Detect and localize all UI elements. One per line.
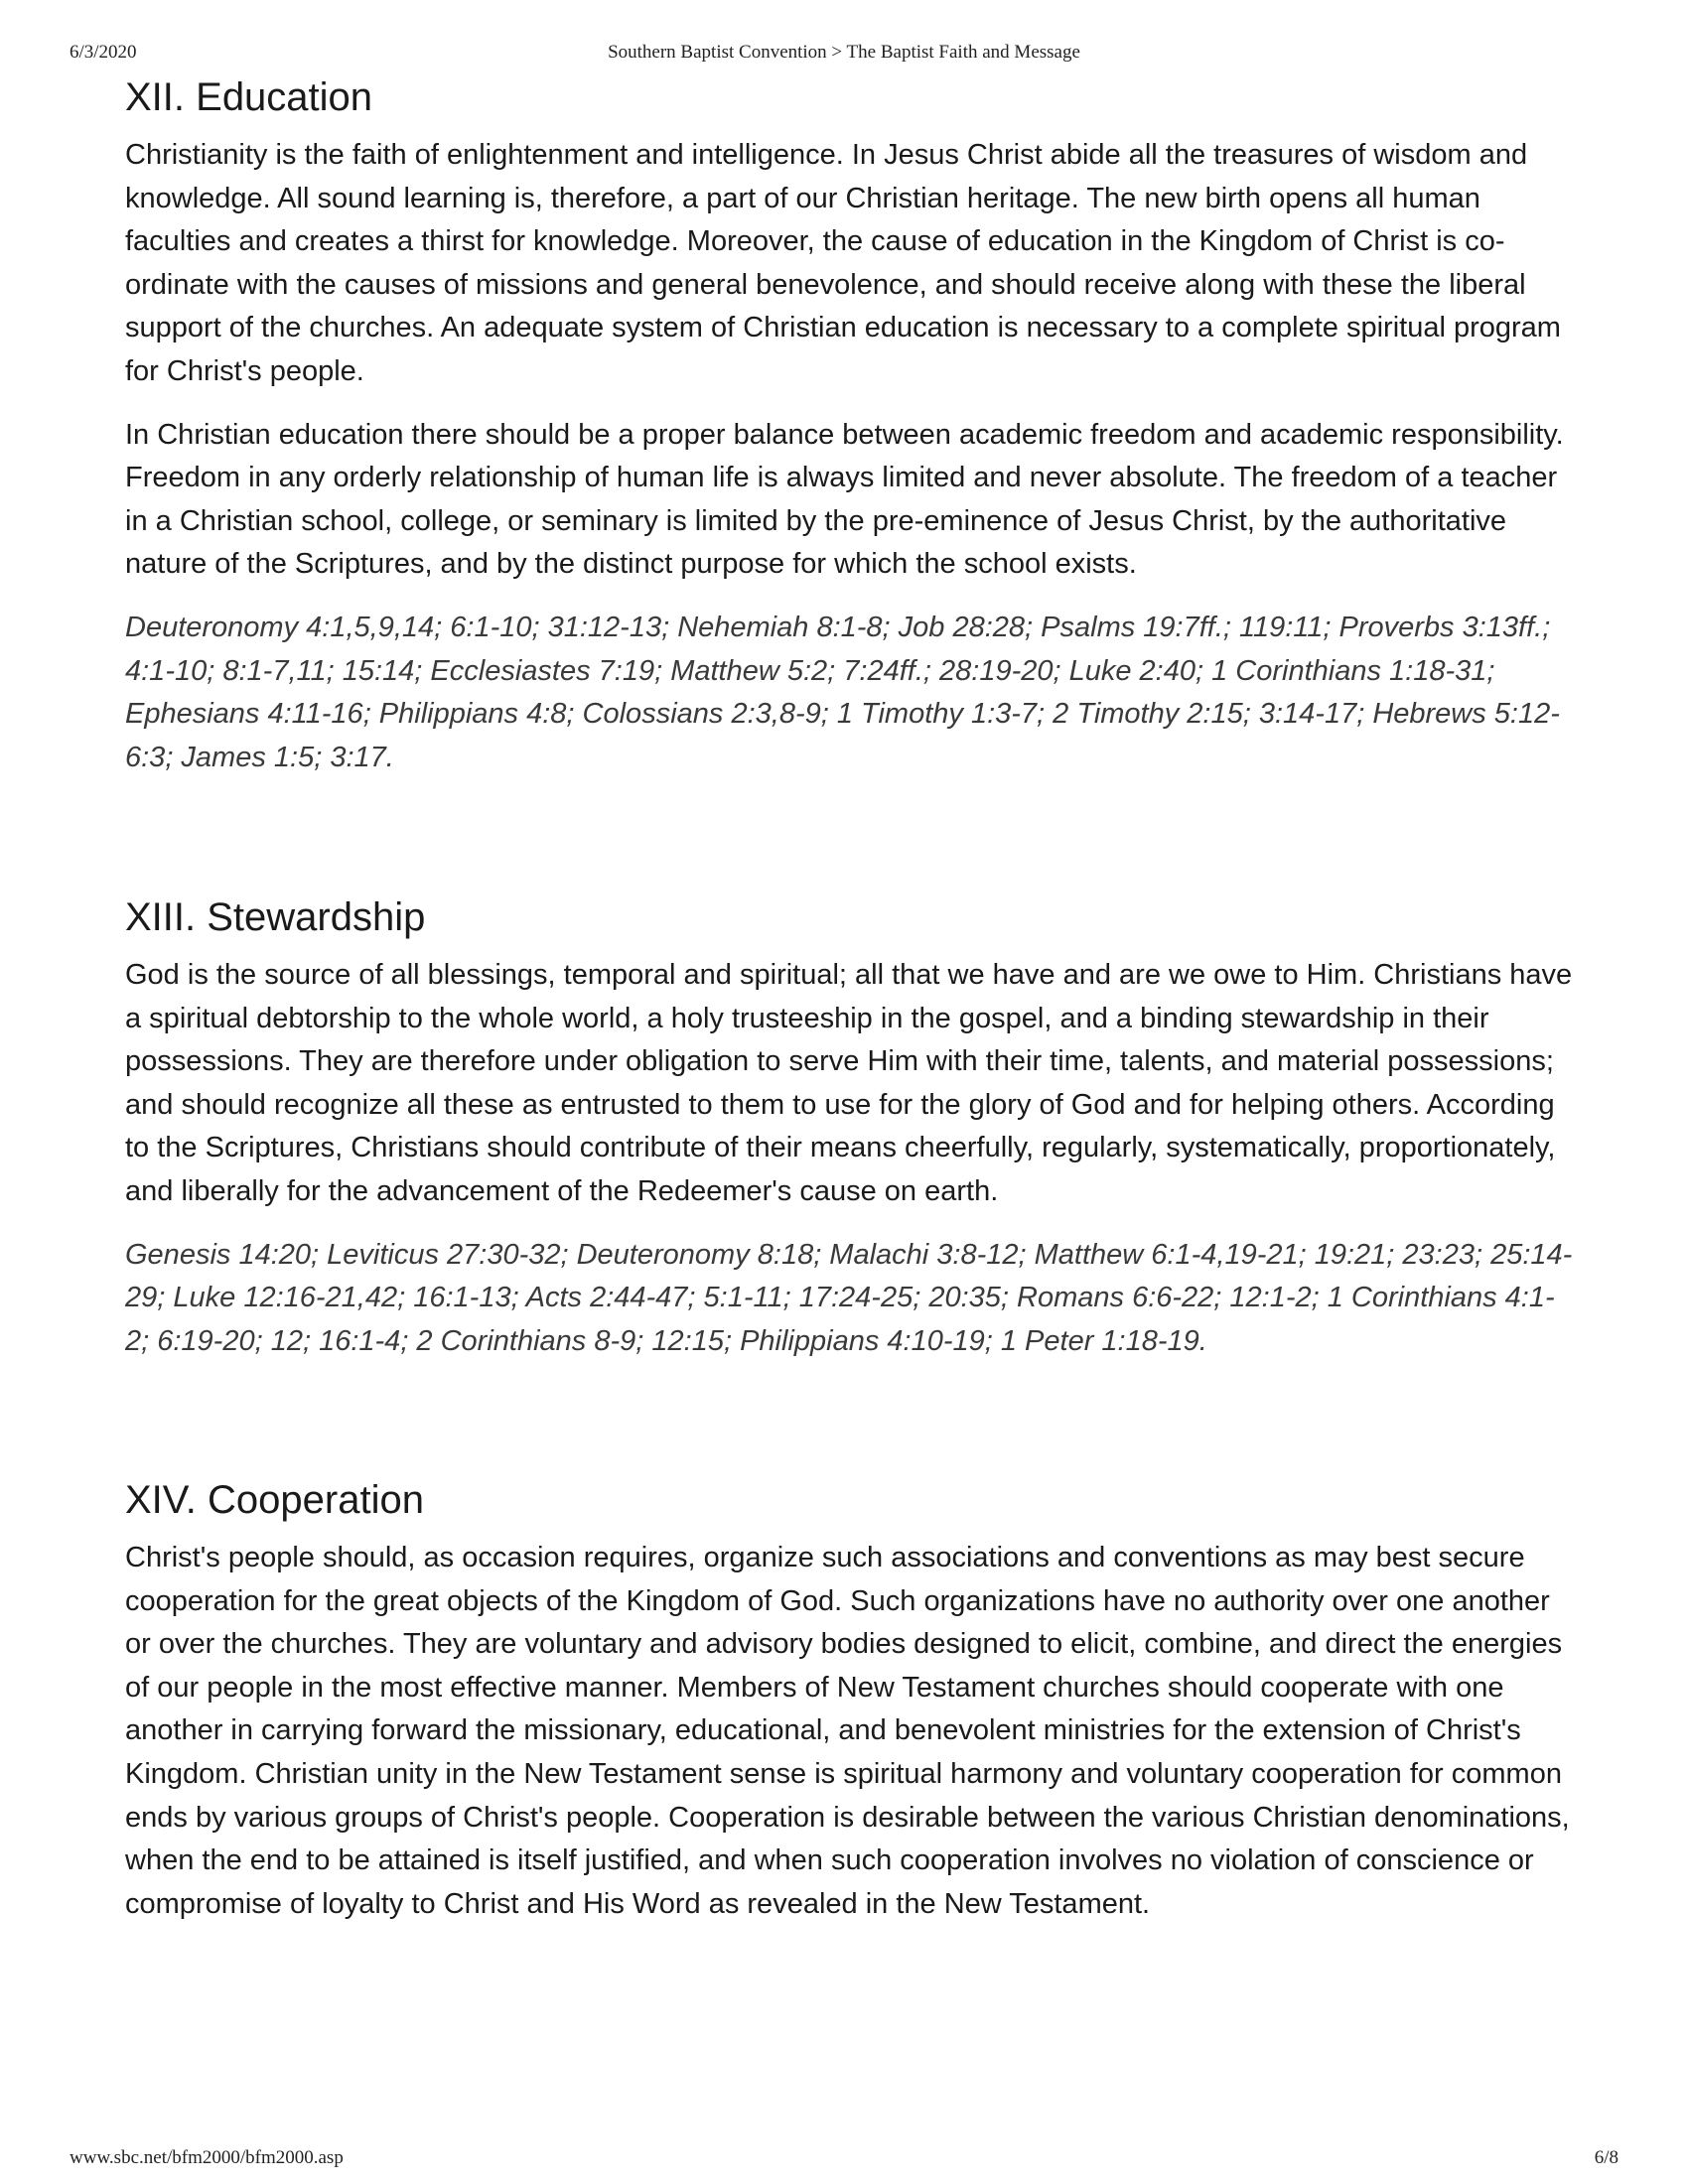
section-paragraph: In Christian education there should be a proper balance between academic freedom and academic responsibility. Freedom in any orderly relationship of human life is always limited and never absolute. The freedom of a teacher in a Christian school, college, or seminary is limited by the pre-eminence of Jesus Christ, by the authoritative nature of the Scriptures, and by the distinct purpose for which the school exists.: [125, 418, 1564, 581]
print-footer: [70, 2147, 1618, 2173]
section-paragraph: Christ's people should, as occasion requires, organize such associations and conventions as may best secure cooperation for the great objects of the Kingdom of God. Such organizations have no authority over one another or over the churches. They are voluntary and advisory bodies designed to elicit, combine, and direct the energies of our people in the most effective manner. Members of New Testament churches should cooperate with one another in carrying forward the missionary, educational, and benevolent ministries for the extension of Christ's Kingdom. Christian unity in the New Testament sense is spiritual harmony and voluntary cooperation for common ends by various groups of Christ's people. Cooperation is desirable between the various Christian denominations, when the end to be attained is itself justified, and when such cooperation involves no violation of conscience or compromise of loyalty to Christ and His Word as revealed in the New Testament.: [125, 1542, 1570, 1920]
section-paragraph: God is the source of all blessings, temporal and spiritual; all that we have and are we owe to Him. Christians have a spiritual debtorship to the whole world, a holy trusteeship in the gospel, and a binding stewardship in their possessions. They are therefore under obligation to serve Him with their time, talents, and material possessions; and should recognize all these as entrusted to them to use for the glory of God and for helping others. According to the Scriptures, Christians should contribute of their means cheerfully, regularly, systematically, proportionately, and liberally for the advancement of the Redeemer's cause on earth.: [125, 959, 1573, 1207]
section-cooperation: [125, 1476, 1575, 1926]
print-header: [70, 42, 1618, 68]
section-education: [125, 73, 1575, 779]
section-paragraph: Christianity is the faith of enlightenment and intelligence. In Jesus Christ abide all the treasures of wisdom and knowledge. All sound learning is, therefore, a part of our Christian heritage. The new birth opens all human faculties and creates a thirst for knowledge. Moreover, the cause of education in the Kingdom of Christ is co-ordinate with the causes of missions and general benevolence, and should receive along with these the liberal support of the churches. An adequate system of Christian education is necessary to a complete spiritual program for Christ's people.: [125, 139, 1561, 387]
page-url: www.sbc.net/bfm2000/bfm2000.asp: [70, 2147, 344, 2168]
scripture-references: Deuteronomy 4:1,5,9,14; 6:1-10; 31:12-13; Nehemiah 8:1-8; Job 28:28; Psalms 19:7ff.; 119:11; Proverbs 3:13ff.; 4:1-10; 8:1-7,11; 15:14; Ecclesiastes 7:19; Matthew 5:2; 7:24ff.; 28:19-20; Luke 2:40; 1 Corinthians 1:18-31; Ephesians 4:11-16; Philippians 4:8; Colossians 2:3,8-9; 1 Timothy 1:3-7; 2 Timothy 2:15; 3:14-17; Hebrews 5:12-6:3; James 1:5; 3:17.: [125, 611, 1560, 773]
print-page-title: Southern Baptist Convention > The Baptist Faith and Message: [608, 42, 1080, 63]
section-heading: XIII. Stewardship: [125, 895, 426, 939]
section-heading: XII. Education: [125, 75, 373, 119]
page-number: 6/8: [1594, 2147, 1618, 2168]
section-heading: XIV. Cooperation: [125, 1478, 424, 1522]
scripture-references: Genesis 14:20; Leviticus 27:30-32; Deuteronomy 8:18; Malachi 3:8-12; Matthew 6:1-4,19-21; 19:21; 23:23; 25:14-29; Luke 12:16-21,42; 16:1-13; Acts 2:44-47; 5:1-11; 17:24-25; 20:35; Romans 6:6-22; 12:1-2; 1 Corinthians 4:1-2; 6:19-20; 12; 16:1-4; 2 Corinthians 8-9; 12:15; Philippians 4:10-19; 1 Peter 1:18-19.: [125, 1238, 1573, 1357]
print-date: 6/3/2020: [70, 42, 137, 63]
section-stewardship: [125, 893, 1575, 1363]
